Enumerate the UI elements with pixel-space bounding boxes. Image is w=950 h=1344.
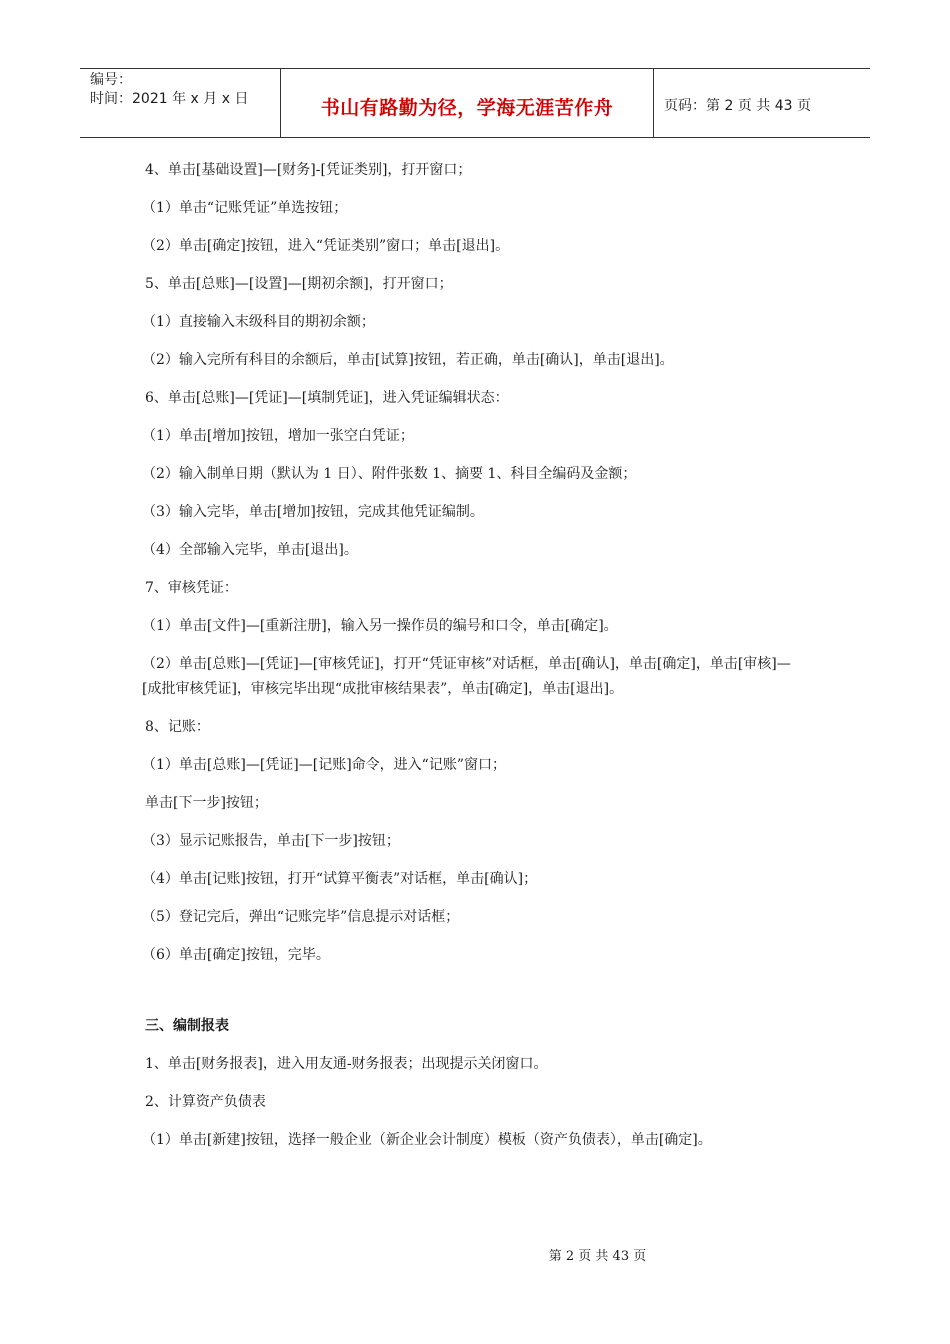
paragraph: 7、审核凭证： <box>145 580 238 596</box>
paragraph: （1）单击“记账凭证”单选按钮； <box>142 200 348 216</box>
paragraph: （2）输入制单日期（默认为 1 日）、附件张数 1、摘要 1、科目全编码及金额； <box>142 466 637 482</box>
paragraph: （2）输入完所有科目的余额后，单击[试算]按钮，若正确，单击[确认]，单击[退出]。 <box>142 352 674 368</box>
paragraph: 2、计算资产负债表 <box>145 1094 266 1110</box>
paragraph: （2）单击[确定]按钮，进入“凭证类别”窗口；单击[退出]。 <box>142 238 510 254</box>
page-header <box>80 68 870 138</box>
header-slogan: 书山有路勤为径，学海无涯苦作舟 <box>281 69 654 137</box>
paragraph: 5、单击[总账]—[设置]—[期初余额]，打开窗口； <box>145 276 453 292</box>
paragraph: 8、记账： <box>145 719 210 735</box>
paragraph: （3）输入完毕，单击[增加]按钮，完成其他凭证编制。 <box>142 504 484 520</box>
paragraph: 1、单击[财务报表]，进入用友通-财务报表；出现提示关闭窗口。 <box>145 1056 548 1072</box>
section-gap <box>145 981 810 1014</box>
paragraph: 4、单击[基础设置]—[财务]-[凭证类别]，打开窗口； <box>145 162 472 178</box>
paragraph: （1）单击[增加]按钮，增加一张空白凭证； <box>142 428 414 444</box>
header-page-label: 页码：第 2 页 共 43 页 <box>664 98 811 114</box>
paragraph: （5）登记完后，弹出“记账完毕”信息提示对话框； <box>142 909 460 925</box>
paragraph: （6）单击[确定]按钮，完毕。 <box>142 947 330 963</box>
header-meta <box>80 69 281 137</box>
paragraph: （4）全部输入完毕，单击[退出]。 <box>142 542 358 558</box>
paragraph: （1）单击[文件]—[重新注册]，输入另一操作员的编号和口令，单击[确定]。 <box>142 618 618 634</box>
document-body <box>142 158 810 1166</box>
paragraph: （1）单击[总账]—[凭证]—[记账]命令，进入“记账”窗口； <box>142 757 506 773</box>
paragraph: （2）单击[总账]—[凭证]—[审核凭证]，打开“凭证审核”对话框，单击[确认]，单击[确定]，单击[审核]—[成批审核凭证]，审核完毕出现“成批审核结果表”，单击[确定]，单击[退出]。 <box>142 656 791 697</box>
page-footer: 第 2 页 共 43 页 <box>548 1249 647 1264</box>
paragraph: 单击[下一步]按钮； <box>145 795 268 811</box>
paragraph: （4）单击[记账]按钮，打开“试算平衡表”对话框，单击[确认]； <box>142 871 538 887</box>
paragraph: （3）显示记账报告，单击[下一步]按钮； <box>142 833 400 849</box>
paragraph: 6、单击[总账]—[凭证]—[填制凭证]，进入凭证编辑状态： <box>145 390 509 406</box>
section-heading: 三、编制报表 <box>145 1018 229 1034</box>
doc-time-label: 时间：2021 年 x 月 x 日 <box>90 91 249 107</box>
paragraph: （1）直接输入末级科目的期初余额； <box>142 314 375 330</box>
doc-number-label: 编号： <box>90 72 132 88</box>
paragraph: （1）单击[新建]按钮，选择一般企业（新企业会计制度）模板（资产负债表），单击[确定]。 <box>142 1132 712 1148</box>
